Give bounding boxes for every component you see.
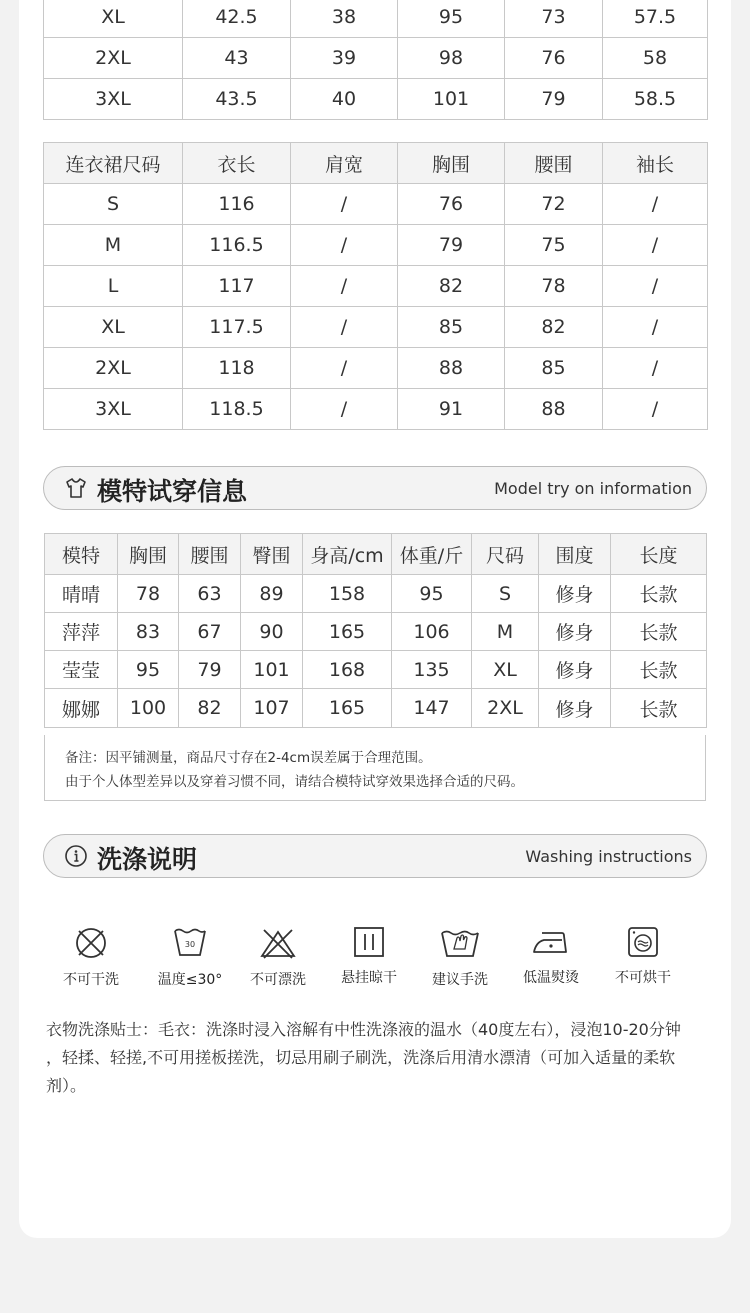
wash-label: 建议手洗 (432, 972, 488, 988)
table-cell: / (291, 348, 398, 389)
table-cell: 118.5 (183, 389, 291, 430)
table-cell: 39 (291, 38, 398, 79)
table-cell: 158 (303, 575, 392, 613)
column-header: 围度 (539, 534, 611, 575)
line-dry-icon (352, 925, 386, 959)
tips-line: 衣物洗涤贴士：毛衣：洗涤时浸入溶解有中性洗涤液的温水（40度左右），浸泡10-20分钟 (46, 1020, 681, 1039)
table-cell: 83 (118, 613, 179, 651)
table-cell: 3XL (44, 389, 183, 430)
wash-30-icon (172, 925, 208, 961)
section-title: 洗涤说明 (97, 845, 198, 874)
table-cell: 修身 (539, 689, 611, 728)
table-cell: 79 (398, 225, 505, 266)
tips-line: 剂）。 (46, 1076, 87, 1095)
table-row (44, 307, 708, 348)
table-cell: 72 (505, 184, 603, 225)
table-cell: 58.5 (603, 79, 708, 120)
table-row (44, 225, 708, 266)
table-cell: 67 (179, 613, 241, 651)
wash-label: 悬挂晾干 (341, 970, 397, 986)
section-subtitle: Model try on information (494, 479, 692, 498)
table-cell: / (291, 266, 398, 307)
table-cell: 2XL (472, 689, 539, 728)
wash-label: 不可烘干 (615, 970, 671, 986)
column-header: 模特 (45, 534, 118, 575)
wash-label: 不可干洗 (63, 972, 119, 988)
note-line: 由于个人体型差异以及穿着习惯不同，请结合模特试穿效果选择合适的尺码。 (65, 774, 524, 790)
table-row (44, 0, 708, 38)
washing-tips (46, 1016, 726, 1100)
table-cell: / (291, 184, 398, 225)
table-cell: 165 (303, 613, 392, 651)
column-header: 衣长 (183, 143, 291, 184)
info-icon (64, 844, 88, 868)
column-header: 长度 (611, 534, 707, 575)
table-cell: 76 (505, 38, 603, 79)
table-row (44, 266, 708, 307)
section-subtitle: Washing instructions (525, 847, 692, 866)
table-header-row (44, 143, 708, 184)
table-cell: 117 (183, 266, 291, 307)
table-cell: 38 (291, 0, 398, 38)
model-table (44, 533, 707, 728)
wash-temp-number: 30 (184, 940, 196, 949)
table-cell: 长款 (611, 689, 707, 728)
table-cell: 43 (183, 38, 291, 79)
wash-item (233, 925, 323, 989)
table-row (45, 613, 707, 651)
table-cell: M (44, 225, 183, 266)
dress-size-table (43, 142, 708, 430)
no-dry-clean-icon (73, 925, 109, 961)
table-cell: L (44, 266, 183, 307)
table-cell: 78 (118, 575, 179, 613)
table-row (45, 651, 707, 689)
table-cell: S (472, 575, 539, 613)
table-cell: S (44, 184, 183, 225)
table-cell: XL (44, 0, 183, 38)
section-title: 模特试穿信息 (97, 477, 248, 506)
wash-item (324, 925, 414, 987)
low-iron-icon (531, 925, 571, 959)
table-cell: 147 (392, 689, 472, 728)
note-line: 备注：因平铺测量，商品尺寸存在2-4cm误差属于合理范围。 (65, 750, 432, 766)
table-row (44, 389, 708, 430)
table-cell: 长款 (611, 613, 707, 651)
hand-wash-icon (439, 925, 481, 961)
tips-line: ，轻揉、轻搓,不可用搓板搓洗，切忌用刷子刷洗，洗涤后用清水漂清（可加入适量的柔软 (46, 1048, 676, 1067)
column-header: 胸围 (118, 534, 179, 575)
table-cell: 40 (291, 79, 398, 120)
wash-label: 不可漂洗 (250, 972, 306, 988)
table-cell: 168 (303, 651, 392, 689)
wash-label: 温度≤30° (157, 972, 223, 988)
table-cell: 90 (241, 613, 303, 651)
column-header: 腰围 (505, 143, 603, 184)
column-header: 体重/斤 (392, 534, 472, 575)
table-cell: 101 (398, 79, 505, 120)
table-cell: 91 (398, 389, 505, 430)
table-cell: 57.5 (603, 0, 708, 38)
table-cell: 莹莹 (45, 651, 118, 689)
washing-header (43, 834, 707, 878)
table-row (45, 575, 707, 613)
table-cell: 43.5 (183, 79, 291, 120)
table-cell: 95 (118, 651, 179, 689)
table-cell: 118 (183, 348, 291, 389)
table-cell: M (472, 613, 539, 651)
table-cell: 2XL (44, 38, 183, 79)
table-cell: 79 (179, 651, 241, 689)
wash-label: 低温熨烫 (523, 970, 579, 986)
table-cell: 78 (505, 266, 603, 307)
table-cell: 88 (505, 389, 603, 430)
table-cell: 98 (398, 38, 505, 79)
table-cell: 修身 (539, 613, 611, 651)
column-header: 连衣裙尺码 (44, 143, 183, 184)
table-cell: 76 (398, 184, 505, 225)
table-row (45, 689, 707, 728)
table-row (44, 348, 708, 389)
table-cell: 82 (398, 266, 505, 307)
shirt-icon (64, 476, 88, 500)
column-header: 尺码 (472, 534, 539, 575)
table-cell: 63 (179, 575, 241, 613)
wash-item (46, 925, 136, 989)
column-header: 胸围 (398, 143, 505, 184)
table-cell: 135 (392, 651, 472, 689)
table-cell: 116 (183, 184, 291, 225)
table-cell: 娜娜 (45, 689, 118, 728)
size-table (43, 0, 708, 120)
model-info-header (43, 466, 707, 510)
table-cell: 85 (505, 348, 603, 389)
table-cell: XL (472, 651, 539, 689)
table-cell: / (603, 225, 708, 266)
table-cell: 58 (603, 38, 708, 79)
table-cell: / (603, 307, 708, 348)
table-cell: 73 (505, 0, 603, 38)
table-cell: 165 (303, 689, 392, 728)
table-cell: 3XL (44, 79, 183, 120)
note-box (44, 735, 706, 801)
table-cell: 萍萍 (45, 613, 118, 651)
table-cell: 79 (505, 79, 603, 120)
table-cell: / (603, 184, 708, 225)
table-cell: XL (44, 307, 183, 348)
table-cell: 100 (118, 689, 179, 728)
wash-item (598, 925, 688, 987)
table-cell: 106 (392, 613, 472, 651)
table-cell: 长款 (611, 575, 707, 613)
table-cell: / (603, 266, 708, 307)
table-cell: 长款 (611, 651, 707, 689)
table-cell: 2XL (44, 348, 183, 389)
table-cell: 88 (398, 348, 505, 389)
no-bleach-icon (259, 925, 297, 961)
table-cell: / (291, 307, 398, 348)
wash-item (145, 925, 235, 989)
table-cell: 117.5 (183, 307, 291, 348)
table-cell: / (291, 389, 398, 430)
table-cell: / (291, 225, 398, 266)
wash-item (415, 925, 505, 989)
table-cell: / (603, 389, 708, 430)
table-cell: 107 (241, 689, 303, 728)
column-header: 肩宽 (291, 143, 398, 184)
table-cell: 75 (505, 225, 603, 266)
table-header-row (45, 534, 707, 575)
table-cell: 95 (398, 0, 505, 38)
table-row (44, 79, 708, 120)
column-header: 身高/cm (303, 534, 392, 575)
column-header: 袖长 (603, 143, 708, 184)
column-header: 臀围 (241, 534, 303, 575)
table-cell: 修身 (539, 575, 611, 613)
table-cell: 82 (179, 689, 241, 728)
table-cell: 116.5 (183, 225, 291, 266)
column-header: 腰围 (179, 534, 241, 575)
table-cell: 82 (505, 307, 603, 348)
table-cell: 101 (241, 651, 303, 689)
table-cell: 89 (241, 575, 303, 613)
table-cell: 95 (392, 575, 472, 613)
table-cell: / (603, 348, 708, 389)
table-row (44, 38, 708, 79)
wash-item (506, 925, 596, 987)
table-row (44, 184, 708, 225)
table-cell: 修身 (539, 651, 611, 689)
table-cell: 42.5 (183, 0, 291, 38)
no-tumble-dry-icon (626, 925, 660, 959)
table-cell: 晴晴 (45, 575, 118, 613)
table-cell: 85 (398, 307, 505, 348)
